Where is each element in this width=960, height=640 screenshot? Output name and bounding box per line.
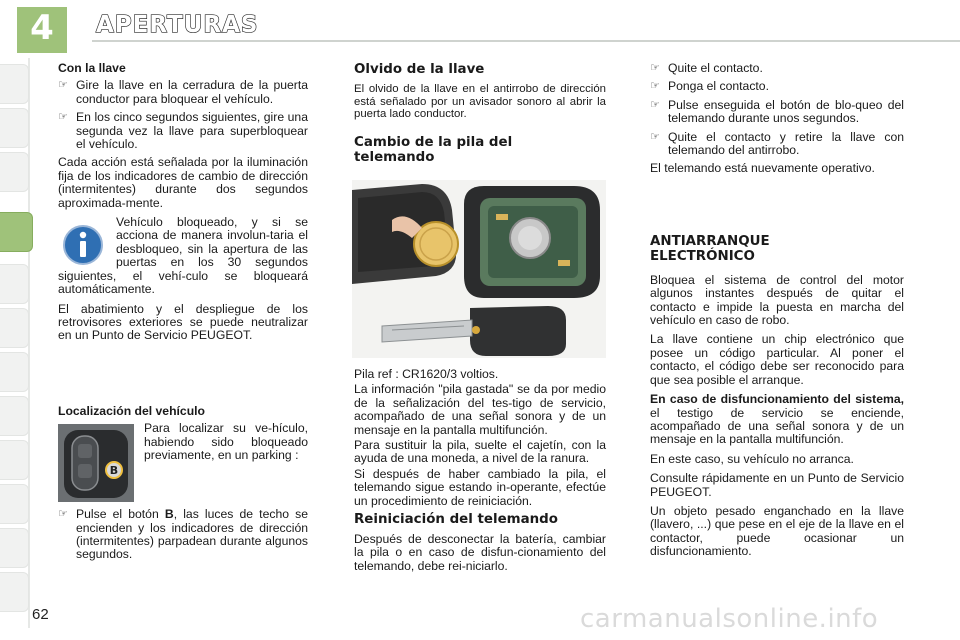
column-1 [58, 62, 308, 567]
antiarranque-p4: En este caso, su vehículo no arranca. [650, 451, 854, 466]
battery-ref: Pila ref : CR1620/3 voltios. [354, 367, 499, 381]
pointing-hand-icon: ☞ [650, 98, 660, 111]
side-tab-2[interactable] [0, 108, 29, 148]
bullet-item: ☞ Pulse el botón B, las luces de techo se encienden y los indicadores de dirección (intermitentes) parpadean durante algunos segundos. [58, 507, 308, 562]
side-tab-11[interactable] [0, 528, 29, 568]
remote-key-image [58, 424, 134, 502]
side-tab-1[interactable] [0, 64, 29, 104]
locate-block [58, 422, 308, 508]
pointing-hand-icon: ☞ [650, 130, 660, 143]
bullet-item: ☞ En los cinco segundos siguientes, gire una segunda vez la llave para superbloquear el vehículo. [58, 110, 308, 152]
page-number: 62 [32, 606, 49, 623]
info-icon [58, 216, 116, 262]
locate-text: Para localizar su ve-hículo, habiendo sido bloqueado previamente, en un parking : [144, 421, 308, 462]
olvido-text: El olvido de la llave en el antirrobo de dirección está señalado por un avisador sonoro al abrir la puerta lado conductor. [354, 83, 606, 121]
battery-replace: Para sustituir la pila, suelte el cajetín, con la ayuda de una moneda, a nivel de la ranura. [354, 438, 606, 466]
paragraph-accion: Cada acción está señalada por la iluminación fija de los indicadores de cambio de dirección (intermitentes) durante dos segundos aproximada-mente. [58, 155, 308, 210]
bullet-item: ☞ Quite el contacto y retire la llave con telemando del antirrobo. [650, 129, 904, 158]
heading-localizacion: Localización del vehículo [58, 403, 205, 418]
watermark: carmanualsonline.info [580, 604, 879, 634]
chapter-side-tabs [0, 58, 42, 628]
side-tab-8[interactable] [0, 396, 29, 436]
side-tab-5[interactable] [0, 264, 29, 304]
bullet-item: ☞ Quite el contacto. [650, 61, 763, 75]
column-2 [354, 62, 606, 171]
pointing-hand-icon: ☞ [650, 80, 660, 93]
reinit-text: Después de desconectar la batería, cambiar la pila o en caso de disfun-cionamiento del telemando, debe rei-niciarlo. [354, 532, 606, 573]
paragraph-retrovisores: El abatimiento y el despliegue de los retrovisores exteriores se puede neutralizar en un Punto de Servicio PEUGEOT. [58, 301, 308, 343]
side-tab-6[interactable] [0, 308, 29, 348]
remote-operational-text: El telemando está nuevamente operativo. [650, 161, 875, 176]
heading-reiniciacion: Reiniciación del telemando [354, 512, 558, 528]
bullet-item: ☞ Ponga el contacto. [650, 79, 769, 94]
side-tab-12[interactable] [0, 572, 29, 612]
antiarranque-p2: La llave contiene un chip electrónico que posee un código particular. Al poner el contacto, el código debe ser reconocido para que sea posible el arranque. [650, 332, 904, 387]
pointing-hand-icon: ☞ [650, 62, 660, 74]
pointing-hand-icon: ☞ [58, 508, 68, 521]
bullet-item: ☞ Pulse enseguida el botón de blo-queo del telemando durante unos segundos. [650, 97, 904, 126]
side-tab-7[interactable] [0, 352, 29, 392]
antiarranque-p6: Un objeto pesado enganchado en la llave (llavero, ...) que pese en el eje de la llave en el contactor, puede ocasionar un disfuncionamiento. [650, 503, 904, 559]
chapter-title: APERTURAS [96, 12, 259, 38]
battery-replacement-image [352, 180, 606, 358]
info-block [58, 216, 308, 296]
pointing-hand-icon: ☞ [58, 79, 68, 92]
battery-info: La información "pila gastada" se da por medio de la señalización del tes-tigo de servicio, acompañado de una señal sonora y de un mensaje en la pantalla multifunción. [354, 382, 606, 437]
info-text: Vehículo bloqueado, y si se acciona de manera involun-taria el desbloqueo, sin la apertura de las puertas en los 30 segundos siguientes, el vehí-culo se bloqueará automáticamente. [58, 215, 308, 297]
antiarranque-p3: En caso de disfuncionamiento del sistema, el testigo de servicio se enciende, acompañado de una señal sonora y de un mensaje en la pantalla multifunción. [650, 392, 904, 447]
antiarranque-p1: Bloquea el sistema de control del motor algunos instantes después de quitar el contacto e impide la puesta en marcha del vehículo en caso de robo. [650, 272, 904, 328]
side-tab-10[interactable] [0, 484, 29, 524]
side-tab-3[interactable] [0, 152, 29, 192]
bullet-item: ☞ Gire la llave en la cerradura de la puerta conductor para bloquear el vehículo. [58, 78, 308, 106]
title-divider [92, 40, 960, 42]
pointing-hand-icon: ☞ [58, 111, 68, 124]
antiarranque-p5: Consulte rápidamente en un Punto de Servicio PEUGEOT. [650, 471, 904, 499]
chapter-number-badge [14, 6, 70, 54]
chapter-number: 4 [30, 8, 54, 48]
heading-antiarranque: ANTIARRANQUE ELECTRÓNICO [650, 233, 770, 264]
heading-olvido: Olvido de la llave [354, 62, 485, 77]
page-header [0, 0, 960, 54]
side-tab-9[interactable] [0, 440, 29, 480]
column-2-lower [354, 368, 606, 579]
column-3 [650, 62, 904, 565]
heading-con-la-llave: Con la llave [58, 61, 126, 75]
heading-cambio-pila: Cambio de la pila del telemando [354, 134, 513, 165]
battery-after: Si después de haber cambiado la pila, el telemando sigue estando in-operante, efectúe un procedimiento de reiniciación. [354, 466, 606, 508]
remote-button-b-label: B [109, 464, 119, 478]
side-tab-4-active[interactable] [0, 212, 33, 252]
